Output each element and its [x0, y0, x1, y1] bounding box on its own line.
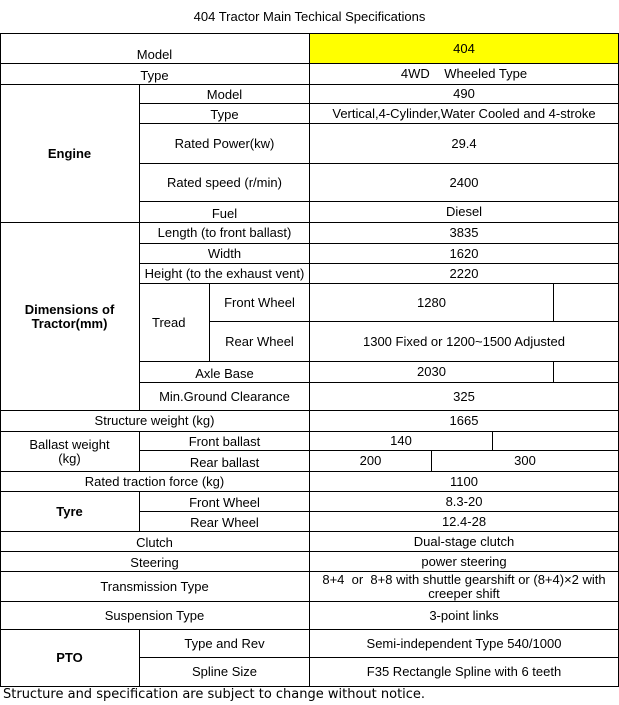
type-label: Type — [0, 64, 310, 85]
rear-ballast-label: Rear ballast — [140, 451, 310, 472]
traction-label: Rated traction force (kg) — [0, 472, 310, 492]
steering-value: power steering — [310, 552, 619, 572]
tyre-rear-label: Rear Wheel — [140, 512, 310, 532]
footer-note: Structure and specification are subject to change without notice. — [3, 687, 426, 702]
ballast-group-label: Ballast weight (kg) — [0, 432, 140, 472]
suspension-label: Suspension Type — [0, 602, 310, 630]
width-value: 1620 — [310, 244, 619, 264]
tyre-rear-value: 12.4-28 — [310, 512, 619, 532]
rated-speed-value: 2400 — [310, 164, 619, 202]
rated-speed-label: Rated speed (r/min) — [140, 164, 310, 202]
rated-power-label: Rated Power(kw) — [140, 124, 310, 164]
axle-base-value: 2030 — [310, 362, 554, 383]
tyre-group-label: Tyre — [0, 492, 140, 532]
clutch-label: Clutch — [0, 532, 310, 552]
tyre-front-label: Front Wheel — [140, 492, 310, 512]
engine-model-value: 490 — [310, 85, 619, 104]
engine-group-label: Engine — [0, 85, 140, 223]
axle-base-label: Axle Base — [140, 362, 310, 383]
rear-ballast-value-a: 200 — [310, 451, 432, 472]
suspension-value: 3-point links — [310, 602, 619, 630]
traction-value: 1100 — [310, 472, 619, 492]
front-ballast-value: 140 — [310, 432, 493, 451]
pto-type-value: Semi-independent Type 540/1000 — [310, 630, 619, 658]
pto-type-label: Type and Rev — [140, 630, 310, 658]
tread-label: Tread — [140, 284, 210, 362]
tread-rear-label: Rear Wheel — [210, 322, 310, 362]
length-label: Length (to front ballast) — [140, 223, 310, 244]
axle-base-extra-cell — [554, 362, 619, 383]
engine-type-value: Vertical,4-Cylinder,Water Cooled and 4-stroke — [310, 104, 619, 124]
tread-front-value: 1280 — [310, 284, 554, 322]
clutch-value: Dual-stage clutch — [310, 532, 619, 552]
pto-group-label: PTO — [0, 630, 140, 687]
height-value: 2220 — [310, 264, 619, 284]
model-label: Model — [0, 34, 310, 64]
front-ballast-extra-cell — [493, 432, 619, 451]
tread-front-extra-cell — [554, 284, 619, 322]
structure-weight-value: 1665 — [310, 411, 619, 432]
transmission-value: 8+4 or 8+8 with shuttle gearshift or (8+4)×2 with creeper shift — [310, 572, 619, 602]
tread-front-label: Front Wheel — [210, 284, 310, 322]
rear-ballast-value-b: 300 — [432, 451, 619, 472]
tyre-front-value: 8.3-20 — [310, 492, 619, 512]
height-label: Height (to the exhaust vent) — [140, 264, 310, 284]
tread-rear-value: 1300 Fixed or 1200~1500 Adjusted — [310, 322, 619, 362]
steering-label: Steering — [0, 552, 310, 572]
engine-type-label: Type — [140, 104, 310, 124]
table-title: 404 Tractor Main Techical Specifications — [193, 9, 426, 24]
rated-power-value: 29.4 — [310, 124, 619, 164]
front-ballast-label: Front ballast — [140, 432, 310, 451]
transmission-label: Transmission Type — [0, 572, 310, 602]
ground-clearance-value: 325 — [310, 383, 619, 411]
length-value: 3835 — [310, 223, 619, 244]
dimensions-group-label: Dimensions of Tractor(mm) — [0, 223, 140, 411]
fuel-label: Fuel — [140, 202, 310, 223]
spline-size-value: F35 Rectangle Spline with 6 teeth — [310, 658, 619, 687]
type-value: 4WD Wheeled Type — [310, 64, 619, 85]
ground-clearance-label: Min.Ground Clearance — [140, 383, 310, 411]
structure-weight-label: Structure weight (kg) — [0, 411, 310, 432]
model-value: 404 — [310, 34, 619, 64]
engine-model-label: Model — [140, 85, 310, 104]
width-label: Width — [140, 244, 310, 264]
fuel-value: Diesel — [310, 202, 619, 223]
spline-size-label: Spline Size — [140, 658, 310, 687]
